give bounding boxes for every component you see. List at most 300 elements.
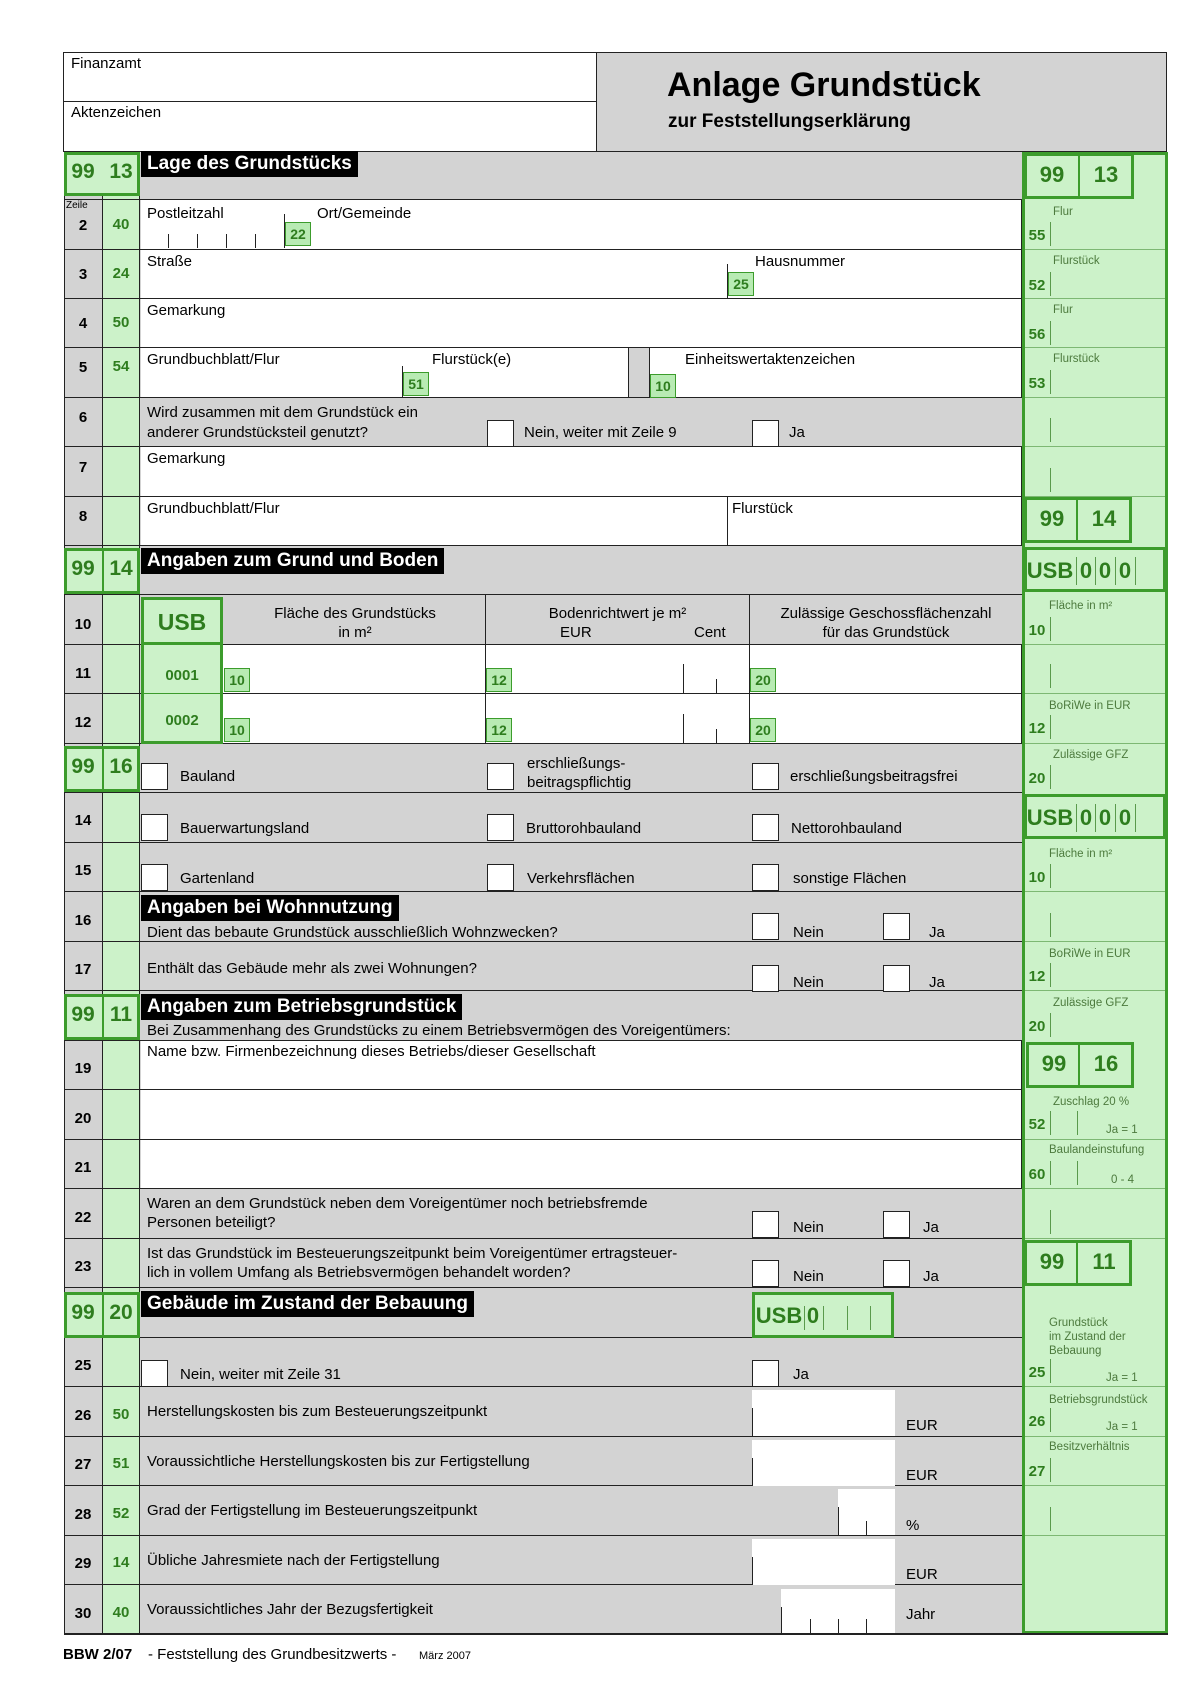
erschl-pflichtig-checkbox[interactable] (487, 763, 514, 790)
side-kz: 60 (1028, 1166, 1046, 1183)
usb0-tick (804, 1306, 805, 1330)
side-tick (1050, 272, 1051, 296)
brw-input-1[interactable] (486, 645, 749, 693)
side-sep (1025, 249, 1165, 250)
q6-nein-checkbox[interactable] (487, 420, 514, 447)
side-tick (1077, 1111, 1078, 1135)
side-sep (1025, 941, 1165, 942)
kennzahl: 50 (112, 1406, 130, 1423)
plz-tick (197, 234, 198, 248)
finanzamt-field[interactable] (64, 53, 597, 102)
side-sep (1025, 891, 1165, 892)
side-grundstueck: im Zustand der (1049, 1331, 1126, 1343)
kz-box: 20 (750, 668, 776, 692)
nettorohbauland-checkbox[interactable] (752, 814, 779, 841)
erschlfrei-label: erschließungsbeitragsfrei (790, 768, 958, 785)
divider (102, 548, 104, 594)
brw-header: Bodenrichtwert je m² (548, 605, 687, 622)
q23-ja-checkbox[interactable] (883, 1260, 910, 1287)
side-sep (1025, 347, 1165, 348)
eur-label: EUR (906, 1467, 938, 1484)
input-tick (838, 1619, 839, 1633)
side-kz: 25 (1028, 1364, 1046, 1381)
q25-ja-checkbox[interactable] (752, 1360, 779, 1387)
q22-text: Waren an dem Grundstück neben dem Voreigentümer noch betriebsfremde (147, 1195, 648, 1212)
sonstige-flaechen-checkbox[interactable] (752, 864, 779, 891)
row-number: 27 (74, 1456, 92, 1473)
gfz-header: Zulässige Geschossflächenzahl (780, 605, 992, 622)
flaeche-input-1[interactable] (223, 645, 485, 693)
input-tick (752, 1408, 753, 1436)
code-99: 99 (71, 1003, 95, 1026)
footer-code: BBW 2/07 (63, 1646, 133, 1663)
side-tick (1050, 1507, 1051, 1531)
section-gebaeude: Gebäude im Zustand der Bebauung (141, 1291, 474, 1317)
q23-text: lich in vollem Umfang als Betriebsvermögen behandelt worden? (147, 1264, 571, 1281)
side-tick (1050, 1161, 1051, 1185)
verkehr-label: Verkehrsflächen (527, 870, 635, 887)
row-number: 28 (74, 1506, 92, 1523)
usb0-tick (823, 1306, 824, 1330)
erschl-label: erschließungs- (527, 755, 626, 772)
side-kz: 26 (1028, 1413, 1046, 1430)
q17-ja-checkbox[interactable] (883, 965, 910, 992)
side-usb-digit: 0 (1079, 558, 1093, 583)
erschl-label: beitragspflichtig (527, 774, 632, 791)
side-sep (1025, 397, 1165, 398)
sep (64, 792, 1022, 793)
kennzahl: 52 (112, 1505, 130, 1522)
side-gfz: Zulässige GFZ (1053, 749, 1129, 761)
usb-0001: 0001 (165, 667, 199, 684)
code-14: 14 (109, 557, 133, 580)
side-kz: 20 (1028, 1018, 1046, 1035)
side-gfz: Zulässige GFZ (1053, 997, 1129, 1009)
kz-box: 12 (486, 718, 512, 742)
row-number: 21 (74, 1159, 92, 1176)
side-grundstueck: Grundstück (1049, 1317, 1108, 1329)
form-title: Anlage Grundstück (667, 66, 981, 104)
row-number: 17 (74, 961, 92, 978)
side-tick (1050, 765, 1051, 789)
side-usb-digit: 0 (1098, 805, 1112, 830)
q22-ja-checkbox[interactable] (883, 1211, 910, 1238)
sep (64, 1386, 1022, 1387)
kz-box: 20 (750, 718, 776, 742)
side-tick (1050, 617, 1051, 641)
usb0-value: 0 (806, 1303, 820, 1328)
side-tick (1050, 913, 1051, 937)
divider (102, 1292, 104, 1338)
nein-label: Nein (793, 924, 824, 941)
q28-text: Grad der Fertigstellung im Besteuerungszeitpunkt (147, 1502, 478, 1519)
gfz-input-2[interactable] (750, 694, 1022, 743)
code-99: 99 (71, 755, 95, 778)
bruttorohbauland-checkbox[interactable] (487, 814, 514, 841)
row-number: 23 (74, 1258, 92, 1275)
side-tick (1050, 715, 1051, 739)
side-kz: 56 (1028, 326, 1046, 343)
strasse-input[interactable] (141, 250, 1022, 298)
side-tick (1050, 1210, 1051, 1234)
code-13: 13 (109, 160, 133, 183)
gbflur-label: Grundbuchblatt/Flur (147, 351, 280, 368)
brw-input-2[interactable] (486, 694, 749, 743)
gemarkung-input[interactable] (141, 299, 1022, 347)
q26-text: Herstellungskosten bis zum Besteuerungszeitpunkt (147, 1403, 488, 1420)
side-flurstueck: Flurstück (1053, 353, 1100, 365)
usb-column (141, 645, 223, 744)
footer-text: - Feststellung des Grundbesitzwerts - (148, 1646, 397, 1663)
side-tick (1050, 370, 1051, 394)
q29-text: Übliche Jahresmiete nach der Fertigstellung (147, 1552, 440, 1569)
kz-box: 22 (285, 222, 311, 246)
side-code-11: 11 (1092, 1249, 1116, 1274)
code-16: 16 (109, 755, 133, 778)
row-number: 12 (74, 714, 92, 731)
brutto-label: Bruttorohbauland (526, 820, 642, 837)
gbflur2-label: Grundbuchblatt/Flur (147, 500, 280, 517)
sonst-label: sonstige Flächen (793, 870, 907, 887)
side-zuschlag: Zuschlag 20 % (1053, 1096, 1130, 1108)
plz-tick (226, 234, 227, 248)
side-kz: 12 (1028, 968, 1046, 985)
sep (64, 842, 1022, 843)
cent-tick (683, 714, 684, 743)
side-sep (1025, 1485, 1165, 1486)
side-sep (1025, 1238, 1165, 1239)
side-sep (1025, 693, 1165, 694)
firmenname-input-2[interactable] (141, 1090, 1022, 1139)
q27-text: Voraussichtliche Herstellungskosten bis zur Fertigstellung (147, 1453, 530, 1470)
kz-box: 51 (403, 372, 429, 396)
flurst2-label: Flurstück (732, 500, 793, 517)
side-tick (1050, 1458, 1051, 1482)
side-kz: 20 (1028, 770, 1046, 787)
ja-label: Ja (929, 924, 945, 941)
plz-tick (255, 234, 256, 248)
usb0-tick (847, 1306, 848, 1330)
ort-label: Ort/Gemeinde (317, 205, 412, 222)
row-number: 4 (78, 315, 88, 332)
side-tick (1050, 1111, 1051, 1135)
side-sep (1025, 298, 1165, 299)
kz-box: 10 (224, 668, 250, 692)
side-grundstueck: Bebauung (1049, 1345, 1102, 1357)
q17-nein-checkbox[interactable] (752, 965, 779, 992)
q25-nein-label: Nein, weiter mit Zeile 31 (180, 1366, 341, 1383)
side-tick (1050, 321, 1051, 345)
side-ja1: Ja = 1 (1106, 1421, 1138, 1433)
side-sep (1025, 1535, 1165, 1536)
side-usb-digit: 0 (1098, 558, 1112, 583)
side-flurstueck: Flurstück (1053, 255, 1100, 267)
side-tick (1077, 1161, 1078, 1185)
side-sep (1025, 1386, 1165, 1387)
cent-tick (683, 664, 684, 693)
kennzahl: 40 (112, 1604, 130, 1621)
row-number: 7 (78, 459, 88, 476)
bauland-checkbox[interactable] (141, 763, 168, 790)
side-code-99: 99 (1039, 162, 1065, 187)
kz-box: 12 (486, 668, 512, 692)
bauland-label: Bauland (180, 768, 236, 785)
row-number: 16 (74, 912, 92, 929)
kz-box: 10 (224, 718, 250, 742)
side-sep (1025, 990, 1165, 991)
row-number: 11 (75, 665, 91, 682)
side-sep (1025, 1188, 1165, 1189)
input-tick (752, 1458, 753, 1486)
kennzahl: 40 (112, 216, 130, 233)
sep (64, 594, 1022, 595)
kennzahl: 54 (112, 358, 130, 375)
ja-label: Ja (929, 974, 945, 991)
q16-nein-checkbox[interactable] (752, 913, 779, 940)
side-boriwe: BoRiWe in EUR (1049, 700, 1131, 712)
side-ja1: Ja = 1 (1106, 1124, 1138, 1136)
ja-label: Ja (923, 1268, 939, 1285)
side-sep (1025, 644, 1165, 645)
q25-nein-checkbox[interactable] (141, 1360, 168, 1387)
nein-label: Nein (793, 1219, 824, 1236)
usb-divider (141, 693, 223, 694)
q6-nein-label: Nein, weiter mit Zeile 9 (524, 424, 677, 441)
side-kz: 10 (1028, 869, 1046, 886)
side-sep (1025, 446, 1165, 447)
row-number: 26 (74, 1407, 92, 1424)
zeile-label: Zeile (66, 200, 88, 211)
side-tick (1050, 664, 1051, 688)
side-kz: 27 (1028, 1463, 1046, 1480)
section-betrieb: Angaben zum Betriebsgrundstück (141, 994, 462, 1020)
side-tick (1050, 1013, 1051, 1037)
cent-tick (716, 729, 717, 743)
einheitswert-label: Einheitswertaktenzeichen (685, 351, 856, 368)
code-99: 99 (71, 557, 95, 580)
side-baulandeinstufung: Baulandeinstufung (1049, 1144, 1145, 1156)
side-range: 0 - 4 (1111, 1174, 1135, 1186)
usb0-tick (870, 1306, 871, 1330)
sep (64, 1188, 1022, 1189)
side-tick (1050, 1408, 1051, 1432)
side-usb-digit: 0 (1118, 558, 1132, 583)
bottom-rule (64, 1633, 1168, 1635)
q16-ja-checkbox[interactable] (883, 913, 910, 940)
flaeche-header: in m² (338, 624, 372, 641)
side-kz: 53 (1028, 375, 1046, 392)
section-wohn: Angaben bei Wohnnutzung (141, 895, 399, 921)
gemarkung2-input[interactable] (141, 447, 1022, 496)
kennzahl: 24 (112, 265, 130, 282)
q18-text: Bei Zusammenhang des Grundstücks zu einem Betriebsvermögen des Voreigentümers: (147, 1022, 731, 1039)
row-number: 3 (78, 266, 88, 283)
side-code-99: 99 (1041, 1051, 1067, 1076)
strasse-label: Straße (147, 253, 193, 270)
side-tick (1050, 468, 1051, 492)
usb-0002: 0002 (165, 712, 199, 729)
finanzamt-label: Finanzamt (71, 55, 142, 72)
jahresmiete-input[interactable] (752, 1539, 895, 1585)
plz-ort-input[interactable] (141, 200, 1022, 249)
side-flaeche: Fläche in m² (1049, 600, 1113, 612)
usb-header: USB (157, 609, 207, 635)
side-flur: Flur (1053, 206, 1073, 218)
sep (64, 1436, 1022, 1437)
side-tick (1135, 804, 1136, 832)
q23-nein-checkbox[interactable] (752, 1260, 779, 1287)
sep (64, 990, 1022, 991)
ja-label: Ja (923, 1219, 939, 1236)
gfz-header: für das Grundstück (822, 624, 950, 641)
garten-label: Gartenland (180, 870, 255, 887)
side-code-99: 99 (1039, 1249, 1065, 1274)
gemarkung2-label: Gemarkung (147, 450, 226, 467)
gemarkung-label: Gemarkung (147, 302, 226, 319)
side-code-99: 99 (1039, 506, 1065, 531)
sep (64, 1287, 1022, 1288)
aktenzeichen-label: Aktenzeichen (71, 104, 162, 121)
row-number: 19 (74, 1060, 92, 1077)
side-kz: 10 (1028, 622, 1046, 639)
q6-text: Wird zusammen mit dem Grundstück ein (147, 404, 418, 421)
q6-ja-checkbox[interactable] (752, 420, 779, 447)
row-number: 6 (78, 409, 88, 426)
brw-header: Cent (694, 624, 726, 641)
side-besitz: Besitzverhältnis (1049, 1441, 1130, 1453)
row-number: 14 (74, 812, 92, 829)
side-kz: 52 (1028, 277, 1046, 294)
plz-tick (168, 234, 169, 248)
code-20: 20 (109, 1301, 133, 1324)
code-99: 99 (71, 160, 95, 183)
gartenland-checkbox[interactable] (141, 864, 168, 891)
sep (64, 545, 1022, 546)
side-ja1: Ja = 1 (1106, 1372, 1138, 1384)
row-number: 8 (78, 508, 88, 525)
side-boriwe: BoRiWe in EUR (1049, 948, 1131, 960)
row-number: 2 (78, 217, 88, 234)
side-tick (1050, 963, 1051, 987)
side-code-16: 16 (1093, 1051, 1119, 1076)
side-tick (1135, 557, 1136, 585)
sep (64, 891, 1022, 892)
side-tick (1050, 1359, 1051, 1383)
side-usb-digit: 0 (1079, 805, 1093, 830)
input-tick (810, 1619, 811, 1633)
sep (64, 397, 1022, 398)
q17-text: Enthält das Gebäude mehr als zwei Wohnungen? (147, 960, 477, 977)
input-tick (866, 1619, 867, 1633)
pct-label: % (906, 1517, 920, 1534)
side-flaeche: Fläche in m² (1049, 848, 1113, 860)
side-sep (1025, 743, 1165, 744)
flaeche-header: Fläche des Grundstücks (274, 605, 436, 622)
row-number: 15 (74, 862, 92, 879)
q22-text: Personen beteiligt? (147, 1214, 276, 1231)
divider (102, 994, 104, 1040)
q19-label: Name bzw. Firmenbezeichnung dieses Betriebs/dieser Gesellschaft (147, 1043, 596, 1060)
side-code-13: 13 (1093, 162, 1119, 187)
side-kz: 55 (1028, 227, 1046, 244)
netto-label: Nettorohbauland (791, 820, 902, 837)
vorauss-kosten-input[interactable] (752, 1440, 895, 1486)
side-usb-digit: 0 (1118, 805, 1132, 830)
side-kz: 12 (1028, 720, 1046, 737)
q6-text: anderer Grundstücksteil genutzt? (147, 424, 368, 441)
usb0-label: USB (755, 1303, 803, 1328)
side-flur: Flur (1053, 304, 1073, 316)
side-sep (1025, 1436, 1165, 1437)
section-lage: Lage des Grundstücks (141, 151, 358, 177)
q22-nein-checkbox[interactable] (752, 1211, 779, 1238)
row-number: 22 (74, 1209, 92, 1226)
sep (64, 1238, 1022, 1239)
input-tick (838, 1507, 839, 1535)
side-tick (1050, 222, 1051, 246)
nein-label: Nein (793, 974, 824, 991)
input-tick (866, 1521, 867, 1535)
code-99: 99 (71, 1301, 95, 1324)
input-tick (752, 1557, 753, 1585)
q23-text: Ist das Grundstück im Besteuerungszeitpunkt beim Voreigentümer ertragsteuer- (147, 1245, 678, 1262)
divider (102, 746, 104, 792)
q16-text: Dient das bebaute Grundstück ausschließlich Wohnzwecken? (147, 924, 558, 941)
brw-header: EUR (560, 624, 592, 641)
side-betrieb: Betriebsgrundstück (1049, 1394, 1148, 1406)
kennzahl: 51 (112, 1455, 130, 1472)
eur-label: EUR (906, 1417, 938, 1434)
section-grund: Angaben zum Grund und Boden (141, 548, 444, 574)
gfz-input-1[interactable] (750, 645, 1022, 693)
ja-label: Ja (793, 1366, 809, 1383)
flaeche-input-2[interactable] (223, 694, 485, 743)
verkehrsflaechen-checkbox[interactable] (487, 864, 514, 891)
side-usb: USB (1026, 558, 1074, 583)
row-number: 5 (78, 359, 88, 376)
q30-text: Voraussichtliches Jahr der Bezugsfertigkeit (147, 1601, 433, 1618)
sep (64, 1535, 1022, 1536)
hausnummer-label: Hausnummer (755, 253, 846, 270)
side-code-14: 14 (1091, 506, 1117, 531)
side-usb: USB (1026, 805, 1074, 830)
input-tick (781, 1607, 782, 1633)
row-number: 25 (74, 1357, 92, 1374)
side-tick (1050, 418, 1051, 442)
bauerwartungsland-checkbox[interactable] (141, 814, 168, 841)
herstellungskosten-input[interactable] (752, 1390, 895, 1436)
erschl-frei-checkbox[interactable] (752, 763, 779, 790)
flurstueck-label: Flurstück(e) (432, 351, 512, 368)
plz-label: Postleitzahl (147, 205, 224, 222)
jahr-label: Jahr (906, 1606, 936, 1623)
kennzahl: 14 (112, 1554, 130, 1571)
code-11: 11 (109, 1003, 133, 1026)
firmenname-input-3[interactable] (141, 1140, 1022, 1188)
form-subtitle: zur Feststellungserklärung (668, 111, 911, 132)
kz-box: 25 (728, 272, 754, 296)
side-kz: 52 (1028, 1116, 1046, 1133)
q6-ja-label: Ja (789, 424, 805, 441)
bauerw-label: Bauerwartungsland (180, 820, 310, 837)
row-number: 30 (74, 1605, 92, 1622)
kz-box: 10 (650, 374, 676, 398)
eur-label: EUR (906, 1566, 938, 1583)
side-sep (1025, 1139, 1165, 1140)
row-number: 29 (74, 1555, 92, 1572)
kennzahl: 50 (112, 314, 130, 331)
cent-tick (716, 679, 717, 693)
